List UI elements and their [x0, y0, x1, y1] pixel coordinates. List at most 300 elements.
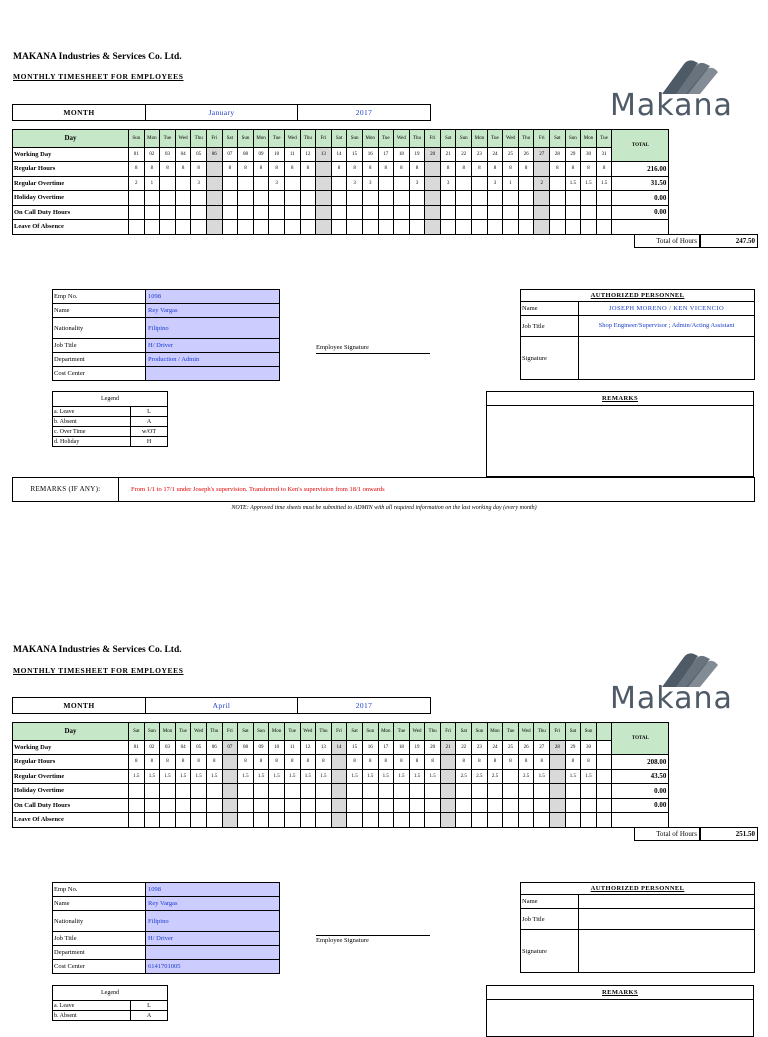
- hours-cell[interactable]: [206, 176, 222, 191]
- hours-cell[interactable]: [550, 755, 566, 770]
- hours-cell[interactable]: [347, 798, 363, 813]
- hours-cell[interactable]: 1.5: [425, 769, 441, 784]
- hours-cell[interactable]: 1.5: [160, 769, 176, 784]
- hours-cell[interactable]: [487, 798, 503, 813]
- hours-cell[interactable]: [144, 798, 160, 813]
- hours-cell[interactable]: 8: [191, 755, 207, 770]
- auth-name-value[interactable]: [579, 895, 755, 909]
- hours-cell[interactable]: 2: [129, 176, 145, 191]
- hours-cell[interactable]: 03: [160, 740, 176, 755]
- hours-cell[interactable]: 8: [472, 755, 488, 770]
- hours-cell[interactable]: 21: [440, 740, 456, 755]
- hours-cell[interactable]: [518, 784, 534, 799]
- employee-info-value[interactable]: H/ Driver: [146, 339, 280, 353]
- hours-cell[interactable]: [347, 784, 363, 799]
- hours-cell[interactable]: [362, 784, 378, 799]
- hours-cell[interactable]: [565, 220, 581, 235]
- hours-cell[interactable]: 8: [300, 755, 316, 770]
- hours-cell[interactable]: 18: [394, 147, 410, 162]
- auth-job-value[interactable]: [579, 909, 755, 930]
- hours-cell[interactable]: [596, 755, 612, 770]
- hours-cell[interactable]: 3: [409, 176, 425, 191]
- hours-cell[interactable]: [129, 784, 145, 799]
- hours-cell[interactable]: 09: [253, 740, 269, 755]
- hours-cell[interactable]: 08: [238, 740, 254, 755]
- hours-cell[interactable]: [300, 784, 316, 799]
- hours-cell[interactable]: [534, 798, 550, 813]
- hours-cell[interactable]: [472, 176, 488, 191]
- hours-cell[interactable]: 8: [144, 755, 160, 770]
- hours-cell[interactable]: 1: [144, 176, 160, 191]
- hours-cell[interactable]: 12: [300, 147, 316, 162]
- hours-cell[interactable]: [206, 220, 222, 235]
- hours-cell[interactable]: [175, 813, 191, 828]
- hours-cell[interactable]: 8: [378, 162, 394, 177]
- hours-cell[interactable]: 8: [472, 162, 488, 177]
- hours-cell[interactable]: [331, 813, 347, 828]
- hours-cell[interactable]: 02: [144, 147, 160, 162]
- hours-cell[interactable]: 8: [456, 755, 472, 770]
- hours-cell[interactable]: 01: [129, 740, 145, 755]
- hours-cell[interactable]: [378, 205, 394, 220]
- hours-cell[interactable]: 01: [129, 147, 145, 162]
- hours-cell[interactable]: 1.5: [129, 769, 145, 784]
- hours-cell[interactable]: [565, 798, 581, 813]
- hours-cell[interactable]: [550, 769, 566, 784]
- hours-cell[interactable]: [440, 755, 456, 770]
- hours-cell[interactable]: [565, 784, 581, 799]
- hours-cell[interactable]: [347, 205, 363, 220]
- hours-cell[interactable]: 8: [409, 755, 425, 770]
- year-value[interactable]: 2017: [298, 698, 431, 714]
- hours-cell[interactable]: [472, 220, 488, 235]
- hours-cell[interactable]: 12: [300, 740, 316, 755]
- hours-cell[interactable]: 2.5: [456, 769, 472, 784]
- hours-cell[interactable]: [440, 813, 456, 828]
- hours-cell[interactable]: [316, 784, 332, 799]
- hours-cell[interactable]: 1.5: [253, 769, 269, 784]
- hours-cell[interactable]: 15: [347, 740, 363, 755]
- hours-cell[interactable]: [253, 813, 269, 828]
- hours-cell[interactable]: [300, 798, 316, 813]
- hours-cell[interactable]: [472, 784, 488, 799]
- hours-cell[interactable]: [378, 176, 394, 191]
- hours-cell[interactable]: 28: [550, 740, 566, 755]
- hours-cell[interactable]: 8: [425, 755, 441, 770]
- hours-cell[interactable]: 1.5: [175, 769, 191, 784]
- hours-cell[interactable]: 20: [425, 740, 441, 755]
- hours-cell[interactable]: [456, 813, 472, 828]
- hours-cell[interactable]: [331, 769, 347, 784]
- hours-cell[interactable]: [581, 205, 597, 220]
- hours-cell[interactable]: [300, 220, 316, 235]
- hours-cell[interactable]: 8: [394, 755, 410, 770]
- hours-cell[interactable]: 3: [191, 176, 207, 191]
- hours-cell[interactable]: 27: [534, 740, 550, 755]
- hours-cell[interactable]: 8: [175, 162, 191, 177]
- employee-info-value[interactable]: Rey Vargas: [146, 897, 280, 911]
- hours-cell[interactable]: 25: [503, 147, 519, 162]
- hours-cell[interactable]: 8: [487, 755, 503, 770]
- hours-cell[interactable]: [409, 205, 425, 220]
- hours-cell[interactable]: 8: [331, 162, 347, 177]
- hours-cell[interactable]: 8: [144, 162, 160, 177]
- employee-signature-line[interactable]: [316, 353, 430, 354]
- hours-cell[interactable]: [160, 176, 176, 191]
- hours-cell[interactable]: [129, 813, 145, 828]
- hours-cell[interactable]: 1.5: [409, 769, 425, 784]
- hours-cell[interactable]: [316, 798, 332, 813]
- hours-cell[interactable]: [316, 813, 332, 828]
- hours-cell[interactable]: 3: [440, 176, 456, 191]
- hours-cell[interactable]: 1.5: [565, 769, 581, 784]
- hours-cell[interactable]: [596, 205, 612, 220]
- hours-cell[interactable]: 1.5: [300, 769, 316, 784]
- hours-cell[interactable]: [440, 205, 456, 220]
- hours-cell[interactable]: [206, 162, 222, 177]
- hours-cell[interactable]: [222, 755, 238, 770]
- hours-cell[interactable]: 18: [394, 740, 410, 755]
- hours-cell[interactable]: 3: [269, 176, 285, 191]
- hours-cell[interactable]: 20: [425, 147, 441, 162]
- hours-cell[interactable]: [503, 205, 519, 220]
- hours-cell[interactable]: [534, 813, 550, 828]
- hours-cell[interactable]: [394, 798, 410, 813]
- hours-cell[interactable]: 8: [300, 162, 316, 177]
- hours-cell[interactable]: 1.5: [362, 769, 378, 784]
- hours-cell[interactable]: [362, 798, 378, 813]
- hours-cell[interactable]: 04: [175, 740, 191, 755]
- hours-cell[interactable]: [581, 784, 597, 799]
- hours-cell[interactable]: [347, 220, 363, 235]
- hours-cell[interactable]: 1.5: [394, 769, 410, 784]
- hours-cell[interactable]: [534, 205, 550, 220]
- hours-cell[interactable]: 8: [581, 162, 597, 177]
- hours-cell[interactable]: [206, 205, 222, 220]
- hours-cell[interactable]: [331, 784, 347, 799]
- hours-cell[interactable]: [503, 191, 519, 206]
- hours-cell[interactable]: [284, 798, 300, 813]
- hours-cell[interactable]: [362, 205, 378, 220]
- hours-cell[interactable]: [596, 798, 612, 813]
- hours-cell[interactable]: [300, 205, 316, 220]
- hours-cell[interactable]: 24: [487, 740, 503, 755]
- hours-cell[interactable]: 19: [409, 740, 425, 755]
- hours-cell[interactable]: [269, 220, 285, 235]
- hours-cell[interactable]: [581, 813, 597, 828]
- hours-cell[interactable]: [550, 191, 566, 206]
- employee-info-value[interactable]: Production / Admin: [146, 353, 280, 367]
- hours-cell[interactable]: 05: [191, 147, 207, 162]
- hours-cell[interactable]: [238, 784, 254, 799]
- hours-cell[interactable]: [565, 205, 581, 220]
- hours-cell[interactable]: [440, 220, 456, 235]
- hours-cell[interactable]: [534, 162, 550, 177]
- hours-cell[interactable]: 1.5: [238, 769, 254, 784]
- hours-cell[interactable]: 8: [394, 162, 410, 177]
- employee-info-value[interactable]: Filipino: [146, 318, 280, 339]
- hours-cell[interactable]: [269, 205, 285, 220]
- hours-cell[interactable]: 8: [347, 162, 363, 177]
- auth-name-value[interactable]: JOSEPH MORENO / KEN VICENCIO: [579, 302, 755, 316]
- employee-info-value[interactable]: H/ Driver: [146, 932, 280, 946]
- hours-cell[interactable]: 1.5: [596, 176, 612, 191]
- hours-cell[interactable]: [238, 176, 254, 191]
- hours-cell[interactable]: [347, 813, 363, 828]
- hours-cell[interactable]: [378, 813, 394, 828]
- hours-cell[interactable]: 26: [518, 740, 534, 755]
- hours-cell[interactable]: [222, 220, 238, 235]
- hours-cell[interactable]: 07: [222, 740, 238, 755]
- hours-cell[interactable]: [565, 813, 581, 828]
- hours-cell[interactable]: [503, 813, 519, 828]
- hours-cell[interactable]: [253, 176, 269, 191]
- hours-cell[interactable]: [518, 205, 534, 220]
- hours-cell[interactable]: 17: [378, 147, 394, 162]
- hours-cell[interactable]: [487, 205, 503, 220]
- hours-cell[interactable]: [425, 220, 441, 235]
- hours-cell[interactable]: [144, 784, 160, 799]
- hours-cell[interactable]: 06: [206, 147, 222, 162]
- hours-cell[interactable]: [425, 205, 441, 220]
- hours-cell[interactable]: [487, 191, 503, 206]
- hours-cell[interactable]: 1: [503, 176, 519, 191]
- hours-cell[interactable]: 08: [238, 147, 254, 162]
- hours-cell[interactable]: 14: [331, 740, 347, 755]
- hours-cell[interactable]: 1.5: [144, 769, 160, 784]
- hours-cell[interactable]: [160, 205, 176, 220]
- hours-cell[interactable]: 2.5: [518, 769, 534, 784]
- hours-cell[interactable]: 8: [440, 162, 456, 177]
- month-value[interactable]: January: [146, 105, 298, 121]
- hours-cell[interactable]: [222, 205, 238, 220]
- hours-cell[interactable]: 15: [347, 147, 363, 162]
- employee-info-value[interactable]: 6141701005: [146, 960, 280, 974]
- auth-job-value[interactable]: Shop Engineer/Supervisor ; Admin/Acting Assistant: [579, 316, 755, 337]
- hours-cell[interactable]: 8: [550, 162, 566, 177]
- hours-cell[interactable]: 8: [503, 755, 519, 770]
- hours-cell[interactable]: 14: [331, 147, 347, 162]
- hours-cell[interactable]: [206, 191, 222, 206]
- hours-cell[interactable]: [206, 784, 222, 799]
- hours-cell[interactable]: 1.5: [347, 769, 363, 784]
- hours-cell[interactable]: [300, 191, 316, 206]
- hours-cell[interactable]: 8: [518, 162, 534, 177]
- hours-cell[interactable]: [518, 798, 534, 813]
- hours-cell[interactable]: 31: [596, 147, 612, 162]
- hours-cell[interactable]: [534, 191, 550, 206]
- hours-cell[interactable]: [129, 220, 145, 235]
- hours-cell[interactable]: 2.5: [472, 769, 488, 784]
- hours-cell[interactable]: 8: [362, 755, 378, 770]
- hours-cell[interactable]: [440, 769, 456, 784]
- hours-cell[interactable]: [487, 813, 503, 828]
- hours-cell[interactable]: [378, 798, 394, 813]
- hours-cell[interactable]: [425, 798, 441, 813]
- hours-cell[interactable]: [269, 191, 285, 206]
- hours-cell[interactable]: [331, 205, 347, 220]
- hours-cell[interactable]: [425, 784, 441, 799]
- hours-cell[interactable]: [596, 191, 612, 206]
- hours-cell[interactable]: [222, 769, 238, 784]
- hours-cell[interactable]: [518, 220, 534, 235]
- hours-cell[interactable]: [300, 176, 316, 191]
- hours-cell[interactable]: 17: [378, 740, 394, 755]
- hours-cell[interactable]: [581, 798, 597, 813]
- hours-cell[interactable]: [550, 176, 566, 191]
- remarks-box[interactable]: [486, 985, 754, 1037]
- hours-cell[interactable]: [394, 784, 410, 799]
- hours-cell[interactable]: 8: [269, 755, 285, 770]
- hours-cell[interactable]: [581, 191, 597, 206]
- hours-cell[interactable]: 8: [269, 162, 285, 177]
- hours-cell[interactable]: [284, 784, 300, 799]
- hours-cell[interactable]: [175, 798, 191, 813]
- hours-cell[interactable]: [316, 176, 332, 191]
- hours-cell[interactable]: 07: [222, 147, 238, 162]
- hours-cell[interactable]: 8: [284, 755, 300, 770]
- hours-cell[interactable]: [222, 191, 238, 206]
- hours-cell[interactable]: 8: [129, 755, 145, 770]
- hours-cell[interactable]: [425, 813, 441, 828]
- hours-cell[interactable]: 22: [456, 740, 472, 755]
- employee-info-value[interactable]: 1098: [146, 883, 280, 897]
- hours-cell[interactable]: 1.5: [534, 769, 550, 784]
- hours-cell[interactable]: 03: [160, 147, 176, 162]
- hours-cell[interactable]: 2.5: [487, 769, 503, 784]
- auth-signature-field[interactable]: [579, 337, 755, 380]
- hours-cell[interactable]: 8: [222, 162, 238, 177]
- hours-cell[interactable]: [144, 220, 160, 235]
- hours-cell[interactable]: 8: [316, 755, 332, 770]
- hours-cell[interactable]: [440, 784, 456, 799]
- hours-cell[interactable]: 21: [440, 147, 456, 162]
- hours-cell[interactable]: [596, 784, 612, 799]
- hours-cell[interactable]: [238, 191, 254, 206]
- hours-cell[interactable]: 2: [534, 176, 550, 191]
- hours-cell[interactable]: [253, 784, 269, 799]
- hours-cell[interactable]: [362, 191, 378, 206]
- hours-cell[interactable]: [394, 176, 410, 191]
- hours-cell[interactable]: 23: [472, 147, 488, 162]
- hours-cell[interactable]: 19: [409, 147, 425, 162]
- hours-cell[interactable]: [160, 784, 176, 799]
- hours-cell[interactable]: 26: [518, 147, 534, 162]
- hours-cell[interactable]: [362, 813, 378, 828]
- month-value[interactable]: April: [146, 698, 298, 714]
- hours-cell[interactable]: [175, 205, 191, 220]
- hours-cell[interactable]: 05: [191, 740, 207, 755]
- employee-info-value[interactable]: 1098: [146, 290, 280, 304]
- hours-cell[interactable]: 1.5: [191, 769, 207, 784]
- hours-cell[interactable]: [175, 220, 191, 235]
- hours-cell[interactable]: [160, 191, 176, 206]
- hours-cell[interactable]: [284, 813, 300, 828]
- hours-cell[interactable]: [550, 220, 566, 235]
- hours-cell[interactable]: [129, 798, 145, 813]
- hours-cell[interactable]: 8: [160, 162, 176, 177]
- hours-cell[interactable]: [222, 813, 238, 828]
- hours-cell[interactable]: [409, 813, 425, 828]
- hours-cell[interactable]: 8: [409, 162, 425, 177]
- hours-cell[interactable]: [394, 813, 410, 828]
- hours-cell[interactable]: [191, 191, 207, 206]
- employee-signature-line[interactable]: [316, 935, 430, 936]
- hours-cell[interactable]: [581, 220, 597, 235]
- hours-cell[interactable]: 1.5: [206, 769, 222, 784]
- hours-cell[interactable]: 11: [284, 147, 300, 162]
- hours-cell[interactable]: [160, 220, 176, 235]
- hours-cell[interactable]: 30: [581, 147, 597, 162]
- hours-cell[interactable]: [331, 220, 347, 235]
- hours-cell[interactable]: [269, 798, 285, 813]
- hours-cell[interactable]: [440, 798, 456, 813]
- hours-cell[interactable]: [503, 220, 519, 235]
- hours-cell[interactable]: [284, 191, 300, 206]
- hours-cell[interactable]: [331, 176, 347, 191]
- hours-cell[interactable]: [487, 784, 503, 799]
- hours-cell[interactable]: [206, 813, 222, 828]
- hours-cell[interactable]: 8: [191, 162, 207, 177]
- hours-cell[interactable]: [191, 798, 207, 813]
- hours-cell[interactable]: 10: [269, 740, 285, 755]
- hours-cell[interactable]: [503, 798, 519, 813]
- hours-cell[interactable]: [222, 176, 238, 191]
- hours-cell[interactable]: [487, 220, 503, 235]
- hours-cell[interactable]: [456, 220, 472, 235]
- hours-cell[interactable]: [409, 798, 425, 813]
- hours-cell[interactable]: [238, 798, 254, 813]
- hours-cell[interactable]: [222, 798, 238, 813]
- hours-cell[interactable]: [175, 176, 191, 191]
- hours-cell[interactable]: [425, 162, 441, 177]
- hours-cell[interactable]: [565, 191, 581, 206]
- hours-cell[interactable]: [596, 220, 612, 235]
- hours-cell[interactable]: [347, 191, 363, 206]
- hours-cell[interactable]: [503, 769, 519, 784]
- hours-cell[interactable]: [440, 191, 456, 206]
- hours-cell[interactable]: [518, 176, 534, 191]
- hours-cell[interactable]: 8: [565, 162, 581, 177]
- hours-cell[interactable]: [144, 205, 160, 220]
- hours-cell[interactable]: [175, 784, 191, 799]
- hours-cell[interactable]: [284, 176, 300, 191]
- hours-cell[interactable]: [472, 205, 488, 220]
- hours-cell[interactable]: [550, 205, 566, 220]
- hours-cell[interactable]: 27: [534, 147, 550, 162]
- hours-cell[interactable]: [191, 220, 207, 235]
- hours-cell[interactable]: [534, 784, 550, 799]
- hours-cell[interactable]: 8: [347, 755, 363, 770]
- hours-cell[interactable]: [550, 813, 566, 828]
- hours-cell[interactable]: 8: [565, 755, 581, 770]
- hours-cell[interactable]: 8: [253, 755, 269, 770]
- hours-cell[interactable]: [534, 220, 550, 235]
- hours-cell[interactable]: 1.5: [378, 769, 394, 784]
- hours-cell[interactable]: [456, 798, 472, 813]
- hours-cell[interactable]: [394, 220, 410, 235]
- hours-cell[interactable]: [191, 205, 207, 220]
- hours-cell[interactable]: [518, 191, 534, 206]
- hours-cell[interactable]: [331, 755, 347, 770]
- hours-cell[interactable]: 25: [503, 740, 519, 755]
- hours-cell[interactable]: [394, 205, 410, 220]
- hours-cell[interactable]: [394, 191, 410, 206]
- hours-cell[interactable]: [160, 813, 176, 828]
- hours-cell[interactable]: 8: [534, 755, 550, 770]
- hours-cell[interactable]: 23: [472, 740, 488, 755]
- hours-cell[interactable]: 8: [175, 755, 191, 770]
